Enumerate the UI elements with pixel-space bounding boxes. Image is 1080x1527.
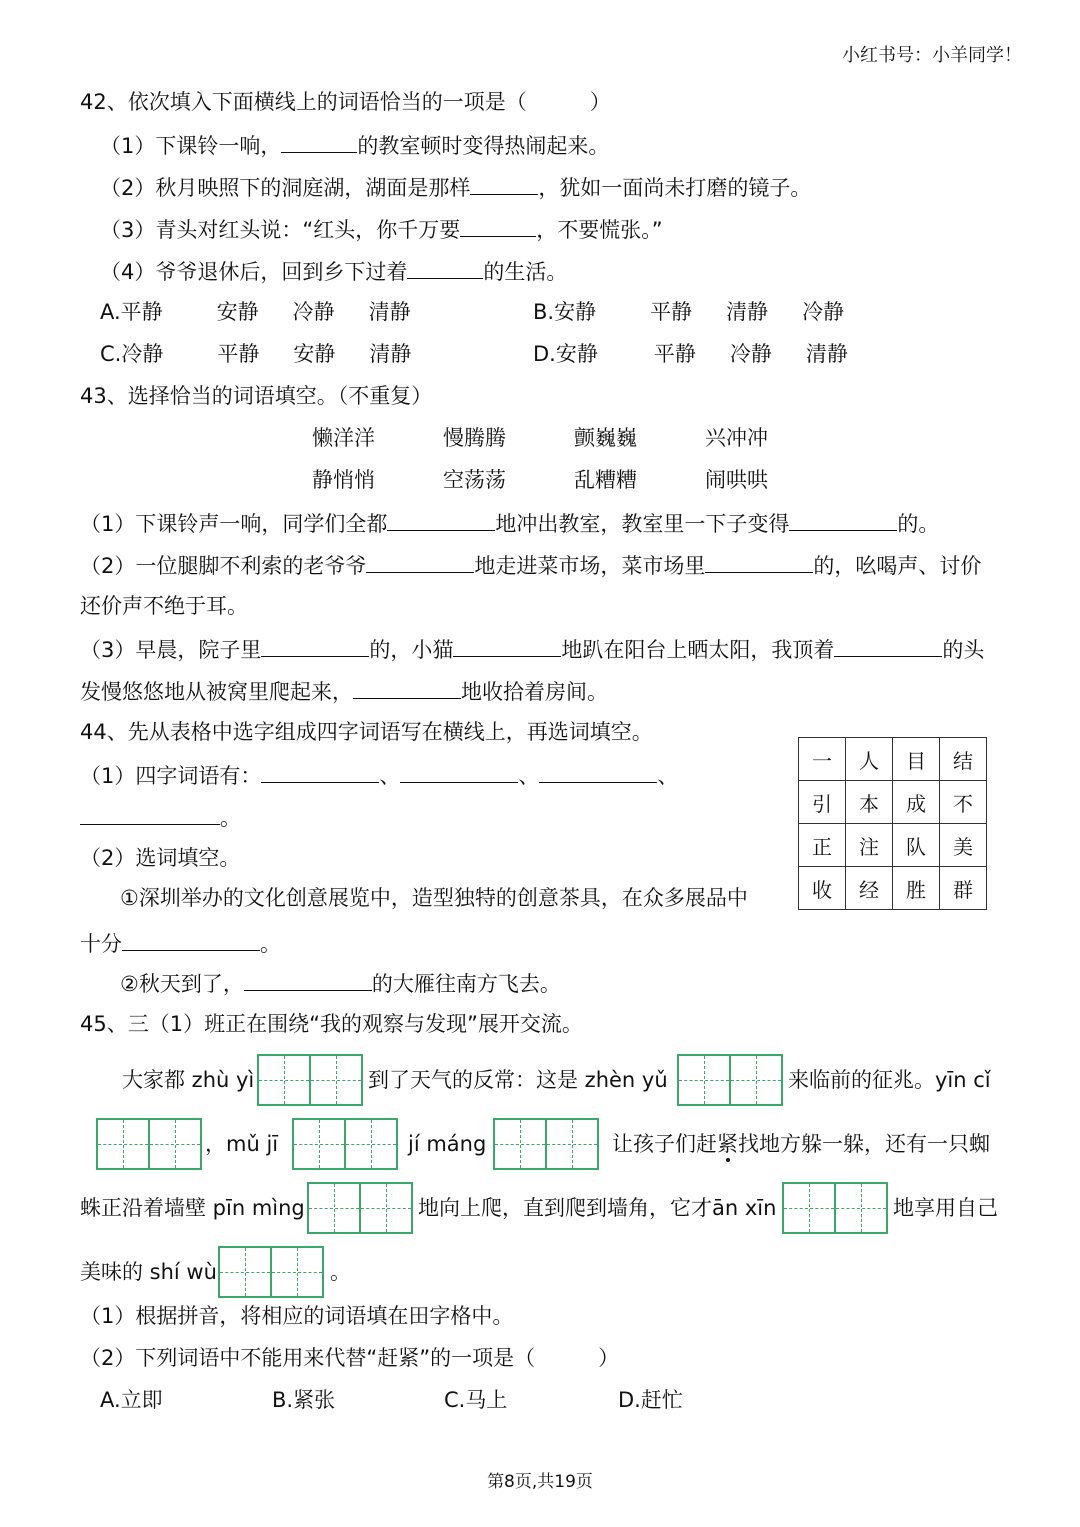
watermark: 小红书号：小羊同学！ (842, 45, 1022, 66)
blank[interactable] (281, 130, 357, 153)
q44-example-1b: 十分 。 (80, 928, 281, 958)
tianzige-shiwu[interactable] (218, 1246, 324, 1298)
q45-title: 45、三（1）班正在围绕“我的观察与发现”展开交流。 (80, 1012, 583, 1036)
emphasis-dot: 紧 (717, 1132, 738, 1156)
q45-line2-c: 让孩子们赶紧找地方躲一躲，还有一只蜘 (612, 1132, 990, 1156)
q42-item-4: （4）爷爷退休后，回到乡下过着 的生活。 (100, 256, 567, 286)
q44-example-1: ①深圳举办的文化创意展览中，造型独特的创意茶具，在众多展品中 (120, 886, 748, 910)
blank[interactable] (366, 550, 474, 573)
q43-sentence-3b: 发慢悠悠地从被窝里爬起来， 地收拾着房间。 (80, 676, 608, 706)
q44-part-2: （2）选词填空。 (80, 846, 241, 870)
blank[interactable] (387, 508, 495, 531)
q42-option-a[interactable]: A.平静 安静 冷静 清静 (100, 300, 411, 324)
q44-title: 44、先从表格中选字组成四字词语写在横线上，再选词填空。 (80, 720, 653, 744)
tianzige-zhenyu[interactable] (677, 1054, 783, 1106)
q42-item-3: （3）青头对红头说：“红头，你千万要 ，不要慌张。” (100, 214, 663, 244)
q43-sentence-3: （3）早晨，院子里 的，小猫 地趴在阳台上晒太阳，我顶着 的头 (80, 634, 984, 664)
q45-line4-b: 。 (330, 1260, 351, 1284)
q45-line3-b: 地向上爬，直到爬到墙角，它才ān xīn (418, 1196, 777, 1220)
blank[interactable] (353, 676, 461, 699)
q42-item-2: （2）秋月映照下的洞庭湖，湖面是那样 ，犹如一面尚未打磨的镜子。 (100, 172, 811, 202)
q44-part-1: （1）四字词语有： 、 、 、 (80, 760, 678, 790)
page-number: 第8页,共19页 (487, 1472, 593, 1492)
q42-option-b[interactable]: B.安静 平静 清静 冷静 (533, 300, 845, 324)
blank[interactable] (705, 550, 813, 573)
q45-line1-b: 到了天气的反常：这是 zhèn yǔ (368, 1068, 668, 1092)
q43-sentence-1: （1）下课铃声一响，同学们全都 地冲出教室，教室里一下子变得 的。 (80, 508, 939, 538)
blank[interactable] (453, 634, 561, 657)
tianzige-zhuyi[interactable] (257, 1054, 363, 1106)
q45-line1-c: 来临前的征兆。yīn cǐ (788, 1068, 991, 1092)
blank[interactable] (789, 508, 897, 531)
q42-option-c[interactable]: C.冷静 平静 安静 清静 (100, 342, 412, 366)
q45-line1-a: 大家都 zhù yì (122, 1068, 255, 1092)
blank[interactable] (244, 968, 372, 991)
blank[interactable] (834, 634, 942, 657)
tianzige-pinming[interactable] (307, 1182, 413, 1234)
q45-choice-d[interactable]: D.赶忙 (618, 1388, 683, 1412)
character-table: 一 人 目 结 引 本 成 不 正 注 队 美 收 经 胜 群 (798, 737, 987, 910)
tianzige-muji[interactable] (292, 1118, 398, 1170)
blank[interactable] (261, 760, 379, 783)
q43-sentence-2: （2）一位腿脚不利索的老爷爷 地走进菜市场，菜市场里 的，吆喝声、讨价 (80, 550, 981, 580)
q45-choice-b[interactable]: B.紧张 (272, 1388, 336, 1412)
tianzige-yinci[interactable] (96, 1118, 202, 1170)
blank[interactable] (460, 214, 536, 237)
q43-word-bank-row1: 懒洋洋 慢腾腾 颤巍巍 兴冲冲 (312, 426, 768, 450)
blank[interactable] (400, 760, 518, 783)
q45-sub-2: （2）下列词语中不能用来代替“赶紧”的一项是（ ） (80, 1346, 620, 1370)
q45-line4-a: 美味的 shí wù (80, 1260, 217, 1284)
q45-line2-b: jí máng (408, 1132, 487, 1156)
q45-line3-c: 地享用自己 (893, 1196, 998, 1220)
tianzige-jimang[interactable] (493, 1118, 599, 1170)
blank[interactable] (407, 256, 483, 279)
blank[interactable] (122, 928, 260, 951)
q44-part-1-cont: 。 (80, 802, 241, 832)
q45-line2-a: ，mǔ jī (205, 1132, 279, 1156)
q42-option-d[interactable]: D.安静 平静 冷静 清静 (533, 342, 848, 366)
blank[interactable] (261, 634, 369, 657)
q45-sub-1: （1）根据拼音，将相应的词语填在田字格中。 (80, 1304, 514, 1328)
blank[interactable] (80, 802, 220, 825)
q45-choice-c[interactable]: C.马上 (444, 1388, 508, 1412)
blank[interactable] (470, 172, 538, 195)
q44-example-2: ②秋天到了， 的大雁往南方飞去。 (120, 968, 561, 998)
blank[interactable] (539, 760, 657, 783)
q43-title: 43、选择恰当的词语填空。（不重复） (80, 384, 433, 408)
q43-word-bank-row2: 静悄悄 空荡荡 乱糟糟 闹哄哄 (312, 468, 768, 492)
q45-line3-a: 蛛正沿着墙壁 pīn mìng (80, 1196, 305, 1220)
q45-choice-a[interactable]: A.立即 (100, 1388, 163, 1412)
q42-title: 42、依次填入下面横线上的词语恰当的一项是（ ） (80, 90, 611, 114)
q43-sentence-2b: 还价声不绝于耳。 (80, 594, 248, 618)
q42-item-1: （1）下课铃一响， 的教室顿时变得热闹起来。 (100, 130, 609, 160)
tianzige-anxin[interactable] (782, 1182, 888, 1234)
